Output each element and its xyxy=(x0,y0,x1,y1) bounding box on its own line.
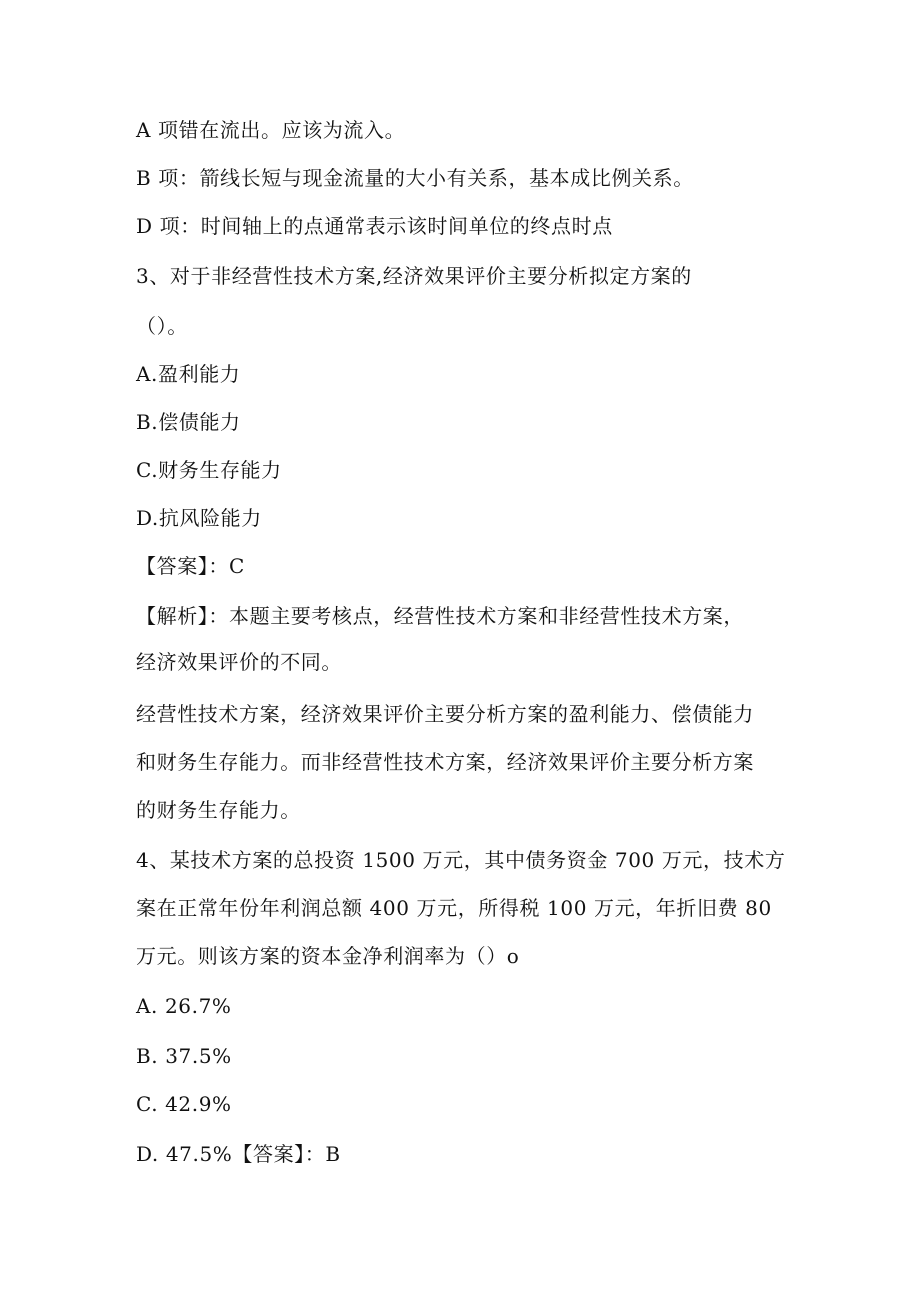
question-3-analysis: 【解析】：本题主要考核点，经营性技术方案和非经营性技术方案， xyxy=(136,604,744,628)
question-4-stem-cont: 案在正常年份年利润总额 400 万元，所得税 100 万元，年折旧费 80 xyxy=(136,896,772,920)
text-line-explanation-b: B 项：箭线长短与现金流量的大小有关系，基本成比例关系。 xyxy=(136,166,694,190)
text-line-explanation-a: A 项错在流出。应该为流入。 xyxy=(136,118,406,142)
question-3-analysis-cont: 经济效果评价的不同。 xyxy=(136,650,342,674)
question-3-option-c: C.财务生存能力 xyxy=(136,458,282,482)
question-3-option-a: A.盈利能力 xyxy=(136,362,241,386)
question-3-stem-end: （）。 xyxy=(136,314,188,338)
text-line-explanation-d: D 项：时间轴上的点通常表示该时间单位的终点时点 xyxy=(136,214,613,238)
question-3-analysis-p2-end: 的财务生存能力。 xyxy=(136,798,301,822)
question-3-analysis-p2: 经营性技术方案，经济效果评价主要分析方案的盈利能力、偿债能力 xyxy=(136,702,754,726)
question-4-option-a: A. 26.7% xyxy=(136,994,232,1018)
question-3-stem: 3、对于非经营性技术方案,经济效果评价主要分析拟定方案的 xyxy=(136,264,692,288)
question-3-option-b: B.偿债能力 xyxy=(136,410,241,434)
question-4-option-c: C. 42.9% xyxy=(136,1092,232,1116)
question-4-option-d-answer: D. 47.5%【答案】：B xyxy=(136,1142,341,1166)
question-3-analysis-p2-cont: 和财务生存能力。而非经营性技术方案，经济效果评价主要分析方案 xyxy=(136,750,754,774)
question-4-stem: 4、某技术方案的总投资 1500 万元，其中债务资金 700 万元，技术方 xyxy=(136,848,786,872)
question-3-option-d: D.抗风险能力 xyxy=(136,506,262,530)
question-4-stem-end: 万元。则该方案的资本金净利润率为（）o xyxy=(136,944,520,968)
question-3-answer: 【答案】：C xyxy=(136,554,245,578)
question-4-option-b: B. 37.5% xyxy=(136,1044,232,1068)
